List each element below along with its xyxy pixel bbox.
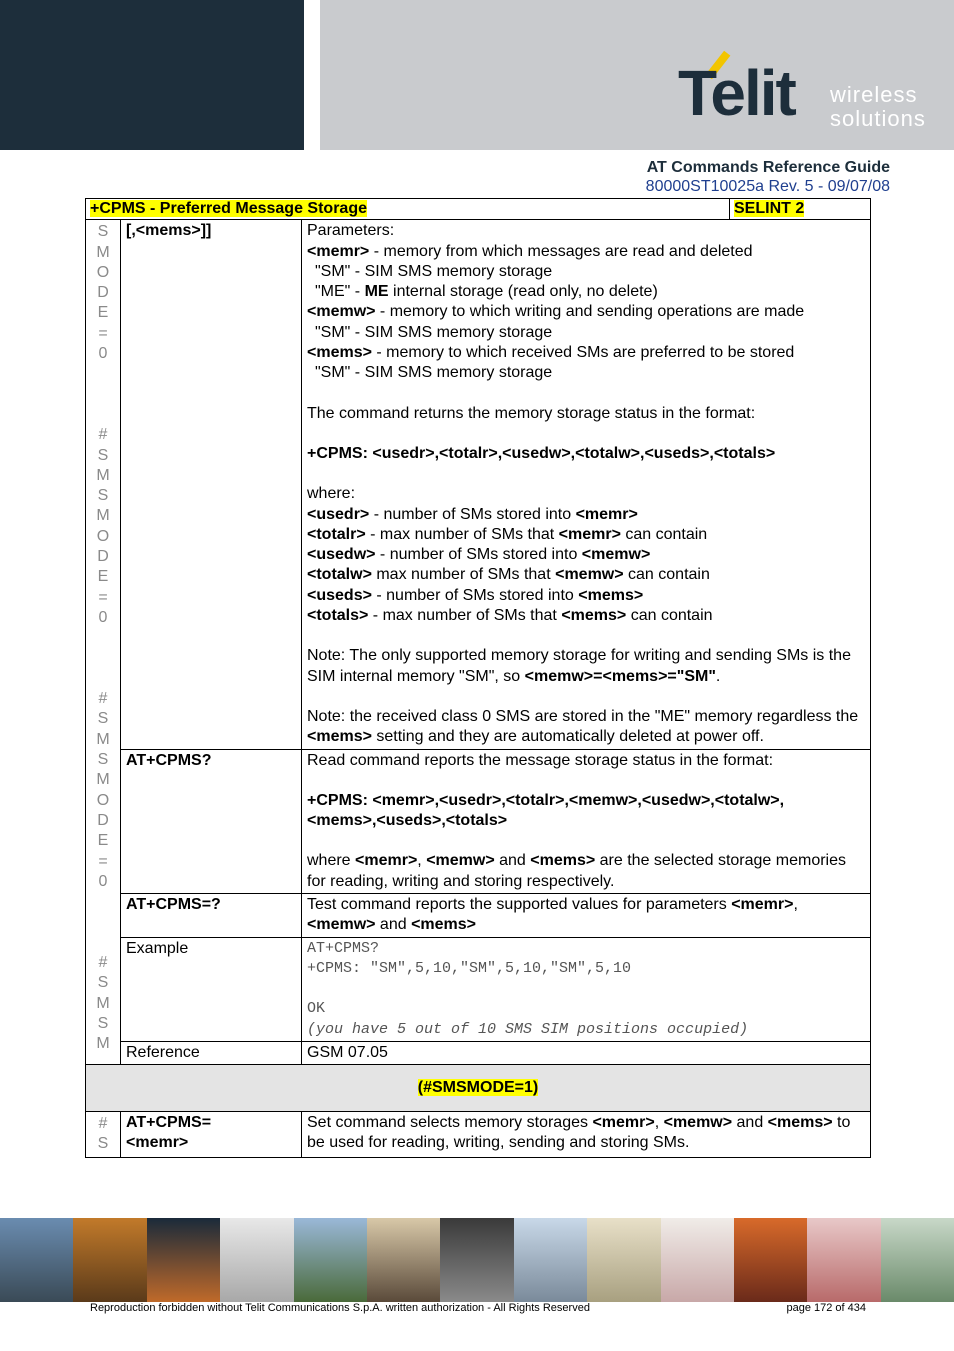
smsmode-vertical-label (86, 1112, 121, 1158)
footer-photo (73, 1218, 146, 1302)
vertical-letters (86, 222, 120, 1054)
vertical-letter: D (97, 811, 109, 829)
param-tag: <memr> (307, 242, 370, 260)
note-paragraph (307, 707, 865, 748)
text-span: - memory from which messages are read and deleted (369, 242, 753, 260)
vertical-letter: M (96, 730, 110, 748)
vertical-letter: M (96, 466, 110, 484)
code-line: +CPMS: "SM",5,10,"SM",5,10,"SM",5,10 (307, 959, 632, 977)
footer-photo (0, 1218, 73, 1302)
text-span: are the selected storage memories for reading, writing and storing respectively. (307, 852, 846, 890)
vertical-letter: S (97, 1014, 109, 1032)
text-span: and (375, 916, 412, 934)
vertical-letter: E (97, 832, 109, 850)
text-span: - number of SMs stored into (375, 546, 582, 564)
text-span: setting and they are automatically deleted at power off. (371, 728, 764, 746)
text-line (307, 525, 865, 545)
logo-wordmark: Telit (678, 57, 795, 129)
text-line: "SM" - SIM SMS memory storage (315, 364, 553, 382)
footer-photo (514, 1218, 587, 1302)
text-line (307, 586, 865, 606)
param-tag: <memw> (426, 852, 495, 870)
param-tag: <useds> (307, 586, 372, 604)
param-tag: <mems> (307, 344, 372, 362)
vertical-letter (86, 892, 120, 912)
section-cell (86, 1065, 871, 1112)
vertical-letter: S (97, 751, 109, 769)
text-line: The command returns the memory storage status in the format: (307, 404, 756, 422)
text-line (307, 282, 865, 302)
param-cell: Example (121, 937, 302, 1041)
text-span: where (307, 852, 356, 870)
footer-photo (367, 1218, 440, 1302)
param-cell (121, 1112, 302, 1158)
text-span: - number of SMs stored into (369, 505, 576, 523)
text-span: can contain (620, 525, 708, 543)
text-span: , (793, 896, 798, 914)
table-row (86, 894, 871, 938)
vertical-letter (86, 649, 120, 669)
footer-photo (220, 1218, 293, 1302)
text-span: can contain (626, 607, 713, 625)
vertical-letter (86, 912, 120, 932)
param-tag: <mems> (411, 916, 477, 934)
logo-tagline-1: wireless (830, 82, 918, 107)
param-tag: <memr> (575, 505, 638, 523)
vertical-letter: O (96, 527, 110, 545)
description-cell (302, 749, 871, 893)
vertical-letter (86, 669, 120, 689)
param-cell: [,<mems>]] (121, 220, 302, 749)
vertical-letter: S (97, 223, 109, 241)
param-tag: <totalr> (307, 525, 366, 543)
text-span: can contain (623, 566, 710, 584)
param-tag: <memw> (581, 546, 651, 564)
param-tag: <mems> (530, 852, 596, 870)
param-tag: <memr> (558, 525, 621, 543)
text-line (307, 565, 865, 585)
footer-photo (734, 1218, 807, 1302)
vertical-letter: S (97, 487, 109, 505)
text-line: Read command reports the message storage status in the format: (307, 751, 774, 769)
footer-photo (881, 1218, 954, 1302)
vertical-letter: # (98, 690, 108, 708)
vertical-letter: = (98, 852, 108, 870)
selint-cell (730, 199, 871, 220)
text-span: <mems> (307, 728, 372, 746)
vertical-letter (86, 364, 120, 384)
copyright-notice: Reproduction forbidden without Telit Communications S.p.A. written authorization - All Rights Reserved (90, 1302, 590, 1314)
vertical-letter: O (96, 263, 110, 281)
text-span: and (732, 1114, 768, 1132)
text-line (307, 545, 865, 565)
example-cell (302, 937, 871, 1041)
param-tag: <totals> (307, 607, 369, 625)
vertical-letter (86, 933, 120, 953)
vertical-letter: M (96, 771, 110, 789)
vertical-letter: S (97, 1135, 109, 1153)
param-tag: <memw> (307, 303, 376, 321)
text-span: , (417, 852, 427, 870)
text-span: ME (364, 283, 389, 301)
footer-photo (587, 1218, 660, 1302)
vertical-letter: O (96, 791, 110, 809)
vertical-letter: D (97, 548, 109, 566)
table-row (86, 937, 871, 1041)
param-tag: <usedw> (307, 546, 376, 564)
text-line (307, 302, 865, 322)
code-line: OK (307, 1000, 326, 1018)
smsmode-vertical-label (86, 220, 121, 1065)
description-cell (302, 1112, 871, 1158)
param-tag: <memw> (555, 566, 624, 584)
vertical-letter: = (98, 588, 108, 606)
param-tag: <mems> (767, 1114, 833, 1132)
param-tag: <memr> (731, 896, 794, 914)
document-title: AT Commands Reference Guide (646, 159, 890, 176)
vertical-letter: 0 (98, 345, 108, 363)
description-cell (302, 220, 871, 749)
param-tag: <mems> (561, 607, 627, 625)
vertical-letter: # (98, 953, 108, 971)
table-row (86, 749, 871, 893)
text-span: max number of SMs that (371, 566, 556, 584)
text-line: Parameters: (307, 222, 395, 240)
text-span: and (494, 852, 531, 870)
note-paragraph (307, 646, 865, 687)
vertical-letter (86, 628, 120, 648)
code-line: (you have 5 out of 10 SMS SIM positions occupied) (307, 1020, 749, 1038)
description-cell (302, 894, 871, 938)
vertical-letter: E (97, 304, 109, 322)
text-span: internal storage (read only, no delete) (388, 283, 658, 301)
table-row (86, 1041, 871, 1064)
param-cell: AT+CPMS? (121, 749, 302, 893)
text-line (307, 242, 865, 262)
text-span: "ME" - (315, 283, 365, 301)
footer-photo (294, 1218, 367, 1302)
vertical-letter: S (97, 710, 109, 728)
vertical-letter (86, 385, 120, 405)
vertical-letter: S (97, 446, 109, 464)
telit-logo (678, 48, 938, 138)
text-line (307, 505, 865, 525)
text-span: - memory to which writing and sending operations are made (375, 303, 805, 321)
table-heading-cell (86, 199, 730, 220)
param-cell: AT+CPMS=? (121, 894, 302, 938)
text-line: AT+CPMS= (126, 1114, 212, 1132)
text-line: <memr> (126, 1134, 189, 1152)
response-format: +CPMS: <usedr>,<totalr>,<usedw>,<totalw>,<useds>,<totals> (307, 444, 776, 462)
table-row (86, 1112, 871, 1158)
section-heading: (#SMSMODE=1) (417, 1078, 539, 1096)
footer-image-strip (0, 1218, 954, 1302)
footer-photo (147, 1218, 220, 1302)
vertical-letter: S (97, 974, 109, 992)
code-line: AT+CPMS? (307, 939, 380, 957)
param-tag: <totalw> (307, 566, 372, 584)
table-row (86, 220, 871, 749)
command-table (85, 198, 871, 1158)
vertical-letter: 0 (98, 608, 108, 626)
text-span: Note: the received class 0 SMS are stored in the "ME" memory regardless the (307, 707, 859, 725)
text-line: "SM" - SIM SMS memory storage (315, 262, 553, 280)
response-format: <mems>,<useds>,<totals> (307, 812, 508, 830)
param-tag: <mems> (578, 586, 644, 604)
text-span: - max number of SMs that (365, 525, 559, 543)
selint-badge: SELINT 2 (734, 200, 805, 217)
section-row (86, 1065, 871, 1112)
text-span: - number of SMs stored into (371, 586, 579, 604)
text-line: "SM" - SIM SMS memory storage (315, 323, 553, 341)
vertical-letter: # (98, 1115, 108, 1133)
footer-photo (807, 1218, 880, 1302)
param-tag: <memr> (592, 1114, 655, 1132)
text-span: <memw>=<mems>="SM" (524, 667, 716, 685)
vertical-letter: # (98, 426, 108, 444)
table-heading-row (86, 199, 871, 220)
text-span: to be used for reading, writing, sending and storing SMs. (307, 1114, 851, 1152)
vertical-letter: = (98, 324, 108, 342)
vertical-letter: 0 (98, 872, 108, 890)
text-span: . (715, 667, 721, 685)
vertical-letter (86, 405, 120, 425)
param-cell: Reference (121, 1041, 302, 1064)
text-span: - max number of SMs that (368, 607, 562, 625)
response-format: +CPMS: <memr>,<usedr>,<totalr>,<memw>,<usedw>,<totalw>, (307, 791, 785, 809)
document-revision: 80000ST10025a Rev. 5 - 09/07/08 (645, 178, 890, 195)
param-tag: <memw> (663, 1114, 733, 1132)
page-number: page 172 of 434 (786, 1302, 866, 1314)
param-tag: <memr> (355, 852, 418, 870)
text-span: Set command selects memory storages (307, 1114, 593, 1132)
text-span: , (654, 1114, 664, 1132)
vertical-letter: M (96, 243, 110, 261)
vertical-letter: M (96, 507, 110, 525)
vertical-letter: E (97, 568, 109, 586)
text-span: Note: The only supported memory storage for writing and sending SMs is the SIM internal memory "SM", so (307, 647, 851, 685)
param-tag: <memw> (307, 916, 376, 934)
param-tag: <usedr> (307, 505, 370, 523)
footer-photo (661, 1218, 734, 1302)
footer-photo (440, 1218, 513, 1302)
text-line (307, 606, 865, 626)
text-span: - memory to which received SMs are preferred to be stored (371, 344, 795, 362)
text-line (307, 343, 865, 363)
text-line: where: (307, 485, 356, 503)
vertical-letter: M (96, 1035, 110, 1053)
text-line (307, 851, 865, 892)
header-dark-panel (0, 0, 304, 150)
text-span: Test command reports the supported values for parameters (307, 896, 732, 914)
command-heading: +CPMS - Preferred Message Storage (90, 200, 367, 217)
description-cell: GSM 07.05 (302, 1041, 871, 1064)
logo-tagline-2: solutions (830, 106, 926, 131)
vertical-letter: D (97, 284, 109, 302)
vertical-letter: M (96, 994, 110, 1012)
